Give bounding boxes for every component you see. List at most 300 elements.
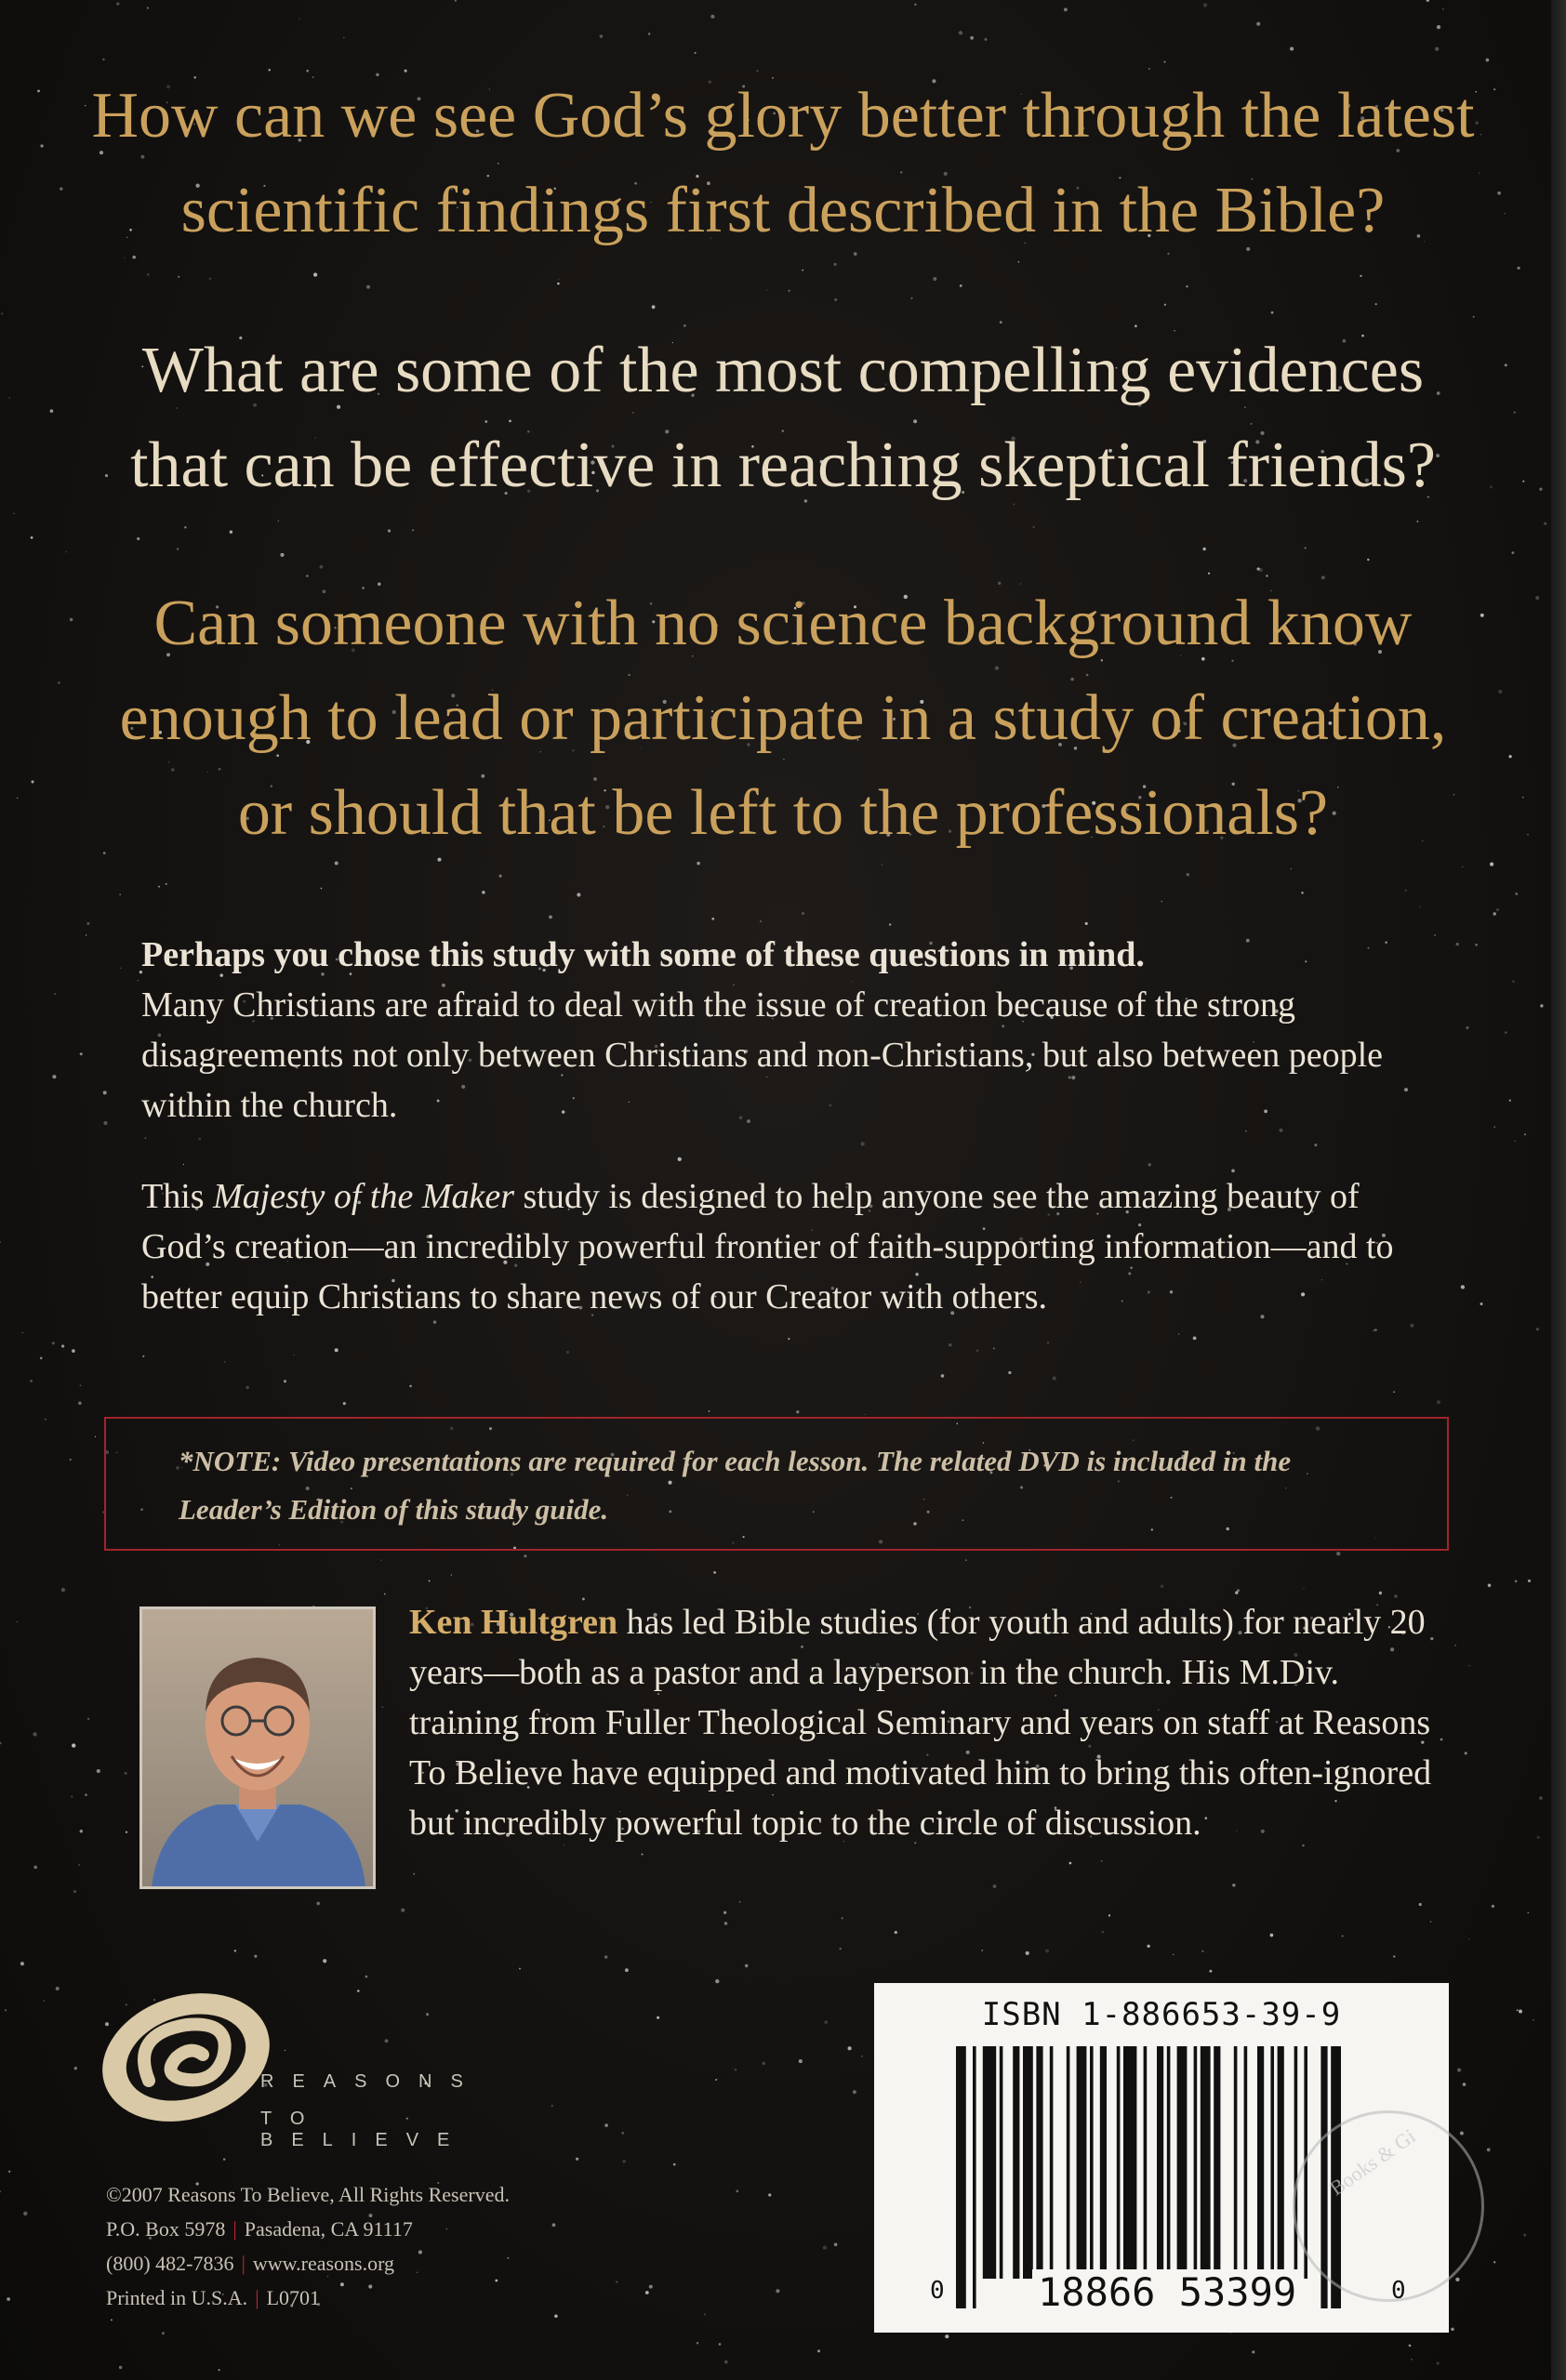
star-dot <box>657 2016 659 2019</box>
barcode-bar <box>1050 2046 1054 2279</box>
star-dot <box>323 1959 326 1963</box>
star-dot <box>223 2158 226 2161</box>
star-dot <box>178 276 179 278</box>
star-dot <box>519 1968 521 1970</box>
star-dot <box>985 38 988 41</box>
star-dot <box>137 980 138 981</box>
star-dot <box>72 1349 75 1353</box>
star-dot <box>320 565 324 569</box>
question-1 <box>37 69 1529 258</box>
star-dot <box>960 284 962 287</box>
star-dot <box>1528 1912 1530 1914</box>
star-dot <box>1187 873 1189 876</box>
star-dot <box>1519 2010 1522 2014</box>
star-dot <box>834 263 837 266</box>
star-dot <box>799 2059 803 2063</box>
star-dot <box>1193 1337 1197 1341</box>
star-dot <box>1271 311 1274 314</box>
star-dot <box>713 1571 716 1574</box>
star-dot <box>22 1332 23 1333</box>
star-dot <box>678 1157 682 1161</box>
star-dot <box>976 1349 979 1352</box>
star-dot <box>715 1979 719 1983</box>
star-dot <box>384 1593 386 1595</box>
question-2-line-2: that can be effective in reaching skeptical friends? <box>130 430 1436 501</box>
barcode-bar <box>1036 2046 1042 2279</box>
star-dot <box>183 1164 184 1165</box>
star-dot <box>1147 1945 1149 1948</box>
barcode-bar <box>1023 2046 1033 2279</box>
star-dot <box>1237 1589 1240 1592</box>
star-dot <box>1434 934 1436 936</box>
bookstore-stamp <box>1293 2110 1484 2302</box>
star-dot <box>7 2297 10 2301</box>
star-dot <box>1517 2009 1519 2011</box>
star-dot <box>343 1402 346 1405</box>
star-dot <box>1374 1329 1376 1330</box>
star-dot <box>576 2158 578 2161</box>
barcode-bar <box>1244 2046 1248 2279</box>
star-dot <box>817 2349 820 2352</box>
star-dot <box>941 1374 945 1378</box>
author-portrait-image <box>142 1609 373 1886</box>
star-dot <box>625 1968 629 1972</box>
star-dot <box>230 531 232 534</box>
star-dot <box>45 1419 46 1421</box>
separator-mark: | <box>232 2217 237 2241</box>
star-dot <box>1252 2350 1254 2353</box>
stamp-text: Books & Gi <box>1325 2123 1420 2201</box>
star-dot <box>652 305 656 309</box>
star-dot <box>56 1987 60 1990</box>
star-dot <box>848 2046 852 2050</box>
star-dot <box>1008 1371 1011 1374</box>
star-dot <box>97 1769 100 1773</box>
star-dot <box>80 1052 83 1055</box>
star-dot <box>959 31 962 34</box>
star-dot <box>763 2062 765 2065</box>
publisher-imprint <box>106 2177 664 2315</box>
star-dot <box>1208 573 1210 575</box>
star-dot <box>1161 1584 1164 1588</box>
star-dot <box>388 529 391 532</box>
star-dot <box>1537 1836 1540 1839</box>
star-dot <box>1186 285 1188 287</box>
star-dot <box>1085 922 1088 925</box>
star-dot <box>621 2132 624 2135</box>
star-dot <box>103 1091 107 1094</box>
star-dot <box>74 2067 77 2069</box>
star-dot <box>1047 1342 1049 1343</box>
star-dot <box>1178 1333 1179 1334</box>
star-dot <box>1375 303 1377 305</box>
star-dot <box>8 2171 10 2173</box>
star-dot <box>1505 1031 1506 1033</box>
star-dot <box>745 1964 749 1968</box>
separator-mark: | <box>241 2252 246 2275</box>
star-dot <box>1290 46 1294 50</box>
star-dot <box>162 2332 165 2334</box>
purpose-prefix: This <box>141 1177 214 1216</box>
star-dot <box>1488 1584 1492 1588</box>
star-dot <box>622 2160 626 2163</box>
star-dot <box>802 270 803 271</box>
star-dot <box>54 993 56 995</box>
star-dot <box>981 1950 983 1951</box>
star-dot <box>246 1386 249 1389</box>
star-dot <box>116 3 119 6</box>
star-dot <box>40 1357 43 1360</box>
star-dot <box>158 886 160 888</box>
star-dot <box>719 2343 722 2346</box>
star-dot <box>1427 0 1430 2</box>
star-dot <box>860 1142 864 1145</box>
star-dot <box>910 298 912 299</box>
star-dot <box>704 2313 706 2315</box>
star-dot <box>1536 1328 1539 1330</box>
barcode-bar <box>1077 2046 1087 2279</box>
star-dot <box>861 2056 863 2057</box>
star-dot <box>52 1075 56 1078</box>
star-dot <box>577 892 580 896</box>
star-dot <box>145 1137 147 1139</box>
star-dot <box>142 1355 144 1357</box>
star-dot <box>147 273 150 276</box>
star-dot <box>52 1342 55 1344</box>
star-dot <box>697 2342 698 2344</box>
star-dot <box>1303 1588 1304 1589</box>
star-dot <box>5 2009 7 2011</box>
barcode-bar <box>1257 2046 1264 2279</box>
star-dot <box>73 1890 76 1893</box>
star-dot <box>119 2366 122 2369</box>
barcode-bar <box>1214 2046 1220 2279</box>
star-dot <box>1064 7 1068 11</box>
phone: (800) 482-7836 <box>106 2252 234 2275</box>
star-dot <box>1492 1905 1494 1908</box>
barcode-digits-main: 18866 53399 <box>1032 2269 1302 2315</box>
galaxy-logo-icon <box>93 1969 279 2155</box>
star-dot <box>1367 559 1369 561</box>
star-dot <box>1417 521 1419 522</box>
star-dot <box>166 883 167 885</box>
star-dot <box>824 2020 828 2024</box>
star-dot <box>80 1830 83 1832</box>
star-dot <box>1480 1302 1482 1305</box>
star-dot <box>788 1338 790 1340</box>
star-dot <box>723 1911 726 1914</box>
logo-text-line-2: TO BELIEVE <box>260 2109 469 2150</box>
barcode-bar <box>1100 2046 1107 2279</box>
star-dot <box>1490 863 1493 866</box>
author-bio-text: has led Bible studies (for youth and adults) for nearly 20 years—both as a pastor and a layperson in the church. His M.Div. training from Fuller Theological Seminary and years on staff at Reasons To Believe have equipped and motivated him to bring this often-ignored but incredibly powerful topic to the circle of discussion. <box>409 1603 1432 1843</box>
star-dot <box>31 780 33 783</box>
barcode-bar <box>1194 2046 1198 2279</box>
star-dot <box>1455 2278 1459 2281</box>
star-dot <box>1201 1950 1203 1952</box>
star-dot <box>1473 316 1475 318</box>
question-1-line-1: How can we see God’s glory better through the latest <box>91 80 1475 152</box>
star-dot <box>381 1706 383 1708</box>
star-dot <box>724 2360 728 2364</box>
star-dot <box>86 922 89 925</box>
barcode-bar <box>1270 2046 1274 2279</box>
star-dot <box>198 1138 201 1141</box>
star-dot <box>482 891 485 894</box>
star-dot <box>1202 548 1205 550</box>
cover-edge <box>1551 0 1566 2380</box>
star-dot <box>1512 551 1515 554</box>
star-dot <box>33 1732 36 1736</box>
product-code: L0701 <box>266 2286 321 2309</box>
star-dot <box>993 1347 995 1349</box>
star-dot <box>1528 1580 1531 1582</box>
star-dot <box>1509 1100 1511 1102</box>
star-dot <box>557 283 560 285</box>
star-dot <box>600 34 604 38</box>
star-dot <box>709 1410 710 1412</box>
star-dot <box>739 1901 741 1903</box>
star-dot <box>280 553 284 557</box>
barcode-bar <box>1278 2046 1284 2279</box>
author-photo <box>139 1606 376 1889</box>
star-dot <box>1512 980 1515 983</box>
star-dot <box>889 923 891 925</box>
star-dot <box>1393 1955 1395 1957</box>
author-bio <box>409 1597 1432 1848</box>
po-box: P.O. Box 5978 <box>106 2217 226 2241</box>
star-dot <box>1045 1950 1049 1953</box>
star-dot <box>0 1241 1 1242</box>
star-dot <box>1336 1552 1340 1555</box>
star-dot <box>412 529 414 531</box>
star-dot <box>1437 25 1440 29</box>
star-dot <box>1108 1914 1110 1916</box>
star-dot <box>499 875 502 878</box>
star-dot <box>604 1955 607 1958</box>
star-dot <box>736 2190 738 2193</box>
star-dot <box>1475 944 1478 946</box>
question-2-line-1: What are some of the most compelling evidences <box>141 335 1425 406</box>
barcode-bar <box>983 2046 996 2279</box>
star-dot <box>1161 901 1162 903</box>
star-dot <box>558 278 559 279</box>
star-dot <box>70 1459 72 1461</box>
star-dot <box>1102 1931 1105 1934</box>
star-dot <box>1437 1400 1440 1404</box>
star-dot <box>71 1795 73 1797</box>
star-dot <box>126 1831 127 1833</box>
star-dot <box>284 1380 286 1382</box>
star-dot <box>881 864 883 866</box>
star-dot <box>103 1121 107 1125</box>
star-dot <box>1026 1951 1029 1955</box>
star-dot <box>1518 267 1520 270</box>
star-dot <box>299 18 300 20</box>
star-dot <box>278 520 280 522</box>
star-dot <box>1496 908 1499 911</box>
barcode-bar <box>1123 2046 1136 2279</box>
barcode-bar <box>1090 2046 1094 2279</box>
star-dot <box>1486 59 1490 62</box>
star-dot <box>147 7 149 9</box>
star-dot <box>865 1414 866 1415</box>
star-dot <box>1270 1934 1274 1937</box>
star-dot <box>31 536 33 539</box>
star-dot <box>219 2369 220 2371</box>
star-dot <box>1468 1938 1469 1939</box>
author-name: Ken Hultgren <box>409 1603 618 1642</box>
barcode-bar <box>1167 2046 1171 2279</box>
star-dot <box>1 312 3 314</box>
star-dot <box>1454 1645 1456 1646</box>
star-dot <box>1515 1580 1518 1582</box>
star-dot <box>760 920 762 922</box>
star-dot <box>768 2193 771 2196</box>
star-dot <box>1523 2234 1526 2237</box>
star-dot <box>1430 1921 1432 1923</box>
star-dot <box>1461 1285 1465 1289</box>
question-3-line-3: or should that be left to the professionals? <box>237 777 1329 849</box>
star-dot <box>321 888 323 890</box>
star-dot <box>17 797 18 798</box>
question-3-line-1: Can someone with no science background know <box>153 588 1413 659</box>
star-dot <box>1419 1903 1422 1906</box>
question-3-line-2: enough to lead or participate in a study of creation, <box>119 682 1447 754</box>
star-dot <box>380 1559 382 1561</box>
star-dot <box>1411 2359 1412 2360</box>
star-dot <box>1457 2068 1461 2071</box>
star-dot <box>43 2000 45 2002</box>
barcode-bar <box>1201 2046 1211 2279</box>
star-dot <box>724 1922 728 1925</box>
star-dot <box>1455 943 1458 945</box>
star-dot <box>1493 912 1495 915</box>
star-dot <box>1163 61 1165 63</box>
star-dot <box>914 4 916 6</box>
star-dot <box>184 526 186 528</box>
star-dot <box>945 2334 949 2338</box>
star-dot <box>554 2315 558 2319</box>
star-dot <box>1544 522 1546 525</box>
star-dot <box>1405 890 1407 892</box>
star-dot <box>429 1580 431 1582</box>
question-3 <box>37 576 1529 861</box>
star-dot <box>1539 1796 1543 1800</box>
star-dot <box>234 1950 236 1951</box>
star-dot <box>65 551 67 553</box>
intro-lead: Perhaps you chose this study with some of these questions in mind. <box>141 935 1145 974</box>
star-dot <box>254 1955 257 1958</box>
separator-mark: | <box>255 2286 259 2309</box>
star-dot <box>366 285 370 289</box>
star-dot <box>1379 1592 1382 1594</box>
star-dot <box>78 1402 82 1406</box>
star-dot <box>1440 1739 1443 1741</box>
star-dot <box>1257 567 1260 570</box>
star-dot <box>1409 2345 1412 2347</box>
star-dot <box>715 2079 717 2081</box>
star-dot <box>1393 1391 1395 1393</box>
star-dot <box>711 918 714 920</box>
star-dot <box>1033 526 1035 528</box>
star-dot <box>695 52 697 54</box>
star-dot <box>1435 47 1439 51</box>
star-dot <box>853 2090 856 2094</box>
star-dot <box>1291 868 1292 869</box>
contact-line <box>106 2246 664 2281</box>
star-dot <box>1069 1862 1072 1865</box>
star-dot <box>551 2105 554 2108</box>
printed-line <box>106 2281 664 2315</box>
barcode-bar <box>1013 2046 1019 2279</box>
barcode-bar <box>1067 2046 1070 2279</box>
note-box <box>104 1417 1449 1551</box>
intro-text: Many Christians are afraid to deal with the issue of creation because of the strong disagreements not only between Christians and non-Christians, but also between people within the church. <box>141 985 1383 1125</box>
star-dot <box>102 59 105 61</box>
study-title: Majesty of the Maker <box>213 1177 515 1216</box>
star-dot <box>834 2243 838 2247</box>
star-dot <box>343 37 344 38</box>
star-dot <box>79 1384 81 1386</box>
star-dot <box>1018 261 1020 263</box>
star-dot <box>137 537 139 540</box>
star-dot <box>1487 2149 1491 2152</box>
star-dot <box>566 1351 569 1354</box>
star-dot <box>1468 1665 1470 1667</box>
star-dot <box>1442 8 1443 9</box>
star-dot <box>87 1718 89 1720</box>
star-dot <box>949 1343 951 1346</box>
barcode-digit-left: 0 <box>930 2277 945 2305</box>
star-dot <box>673 2163 676 2166</box>
note-text: *NOTE: Video presentations are required for each lesson. The related DVD is included in the Leader’s Edition of this study guide. <box>179 1445 1292 1526</box>
star-dot <box>316 1902 320 1906</box>
star-dot <box>933 277 936 281</box>
barcode-bar <box>1177 2046 1188 2279</box>
barcode-bar <box>1000 2046 1003 2279</box>
star-dot <box>1493 2261 1495 2263</box>
star-dot <box>33 1866 37 1870</box>
star-dot <box>8 397 9 398</box>
star-dot <box>61 1588 65 1592</box>
star-dot <box>766 289 767 290</box>
barcode-bar <box>1294 2046 1298 2279</box>
star-dot <box>1410 1324 1413 1328</box>
star-dot <box>125 1772 127 1775</box>
star-dot <box>119 893 121 895</box>
reasons-to-believe-logo <box>93 1969 484 2155</box>
star-dot <box>1245 1130 1246 1131</box>
star-dot <box>1437 2361 1440 2364</box>
star-dot <box>72 1743 75 1747</box>
star-dot <box>776 2289 779 2293</box>
star-dot <box>735 2069 737 2071</box>
star-dot <box>796 1410 799 1413</box>
star-dot <box>1463 2082 1466 2086</box>
star-dot <box>1053 1376 1056 1380</box>
address-line <box>106 2212 664 2246</box>
intro-paragraph <box>141 930 1425 1130</box>
star-dot <box>1314 1144 1317 1146</box>
barcode-bar <box>973 2046 976 2308</box>
star-dot <box>970 36 974 40</box>
isbn-text: ISBN 1-886653-39-9 <box>981 1996 1342 2033</box>
star-dot <box>451 1574 452 1575</box>
star-dot <box>1460 2132 1464 2135</box>
star-dot <box>95 1436 96 1437</box>
star-dot <box>1539 487 1542 490</box>
